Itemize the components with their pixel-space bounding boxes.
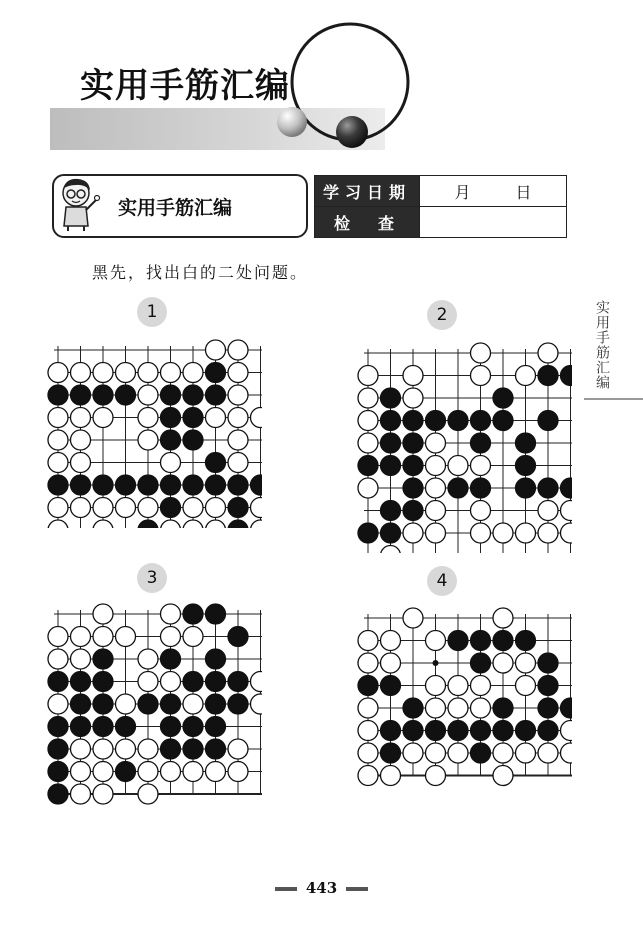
- white-stone: [426, 766, 446, 786]
- page-footer: [0, 878, 643, 897]
- white-stone: [471, 676, 491, 696]
- white-stone: [183, 363, 203, 383]
- white-stone: [161, 604, 181, 624]
- black-stone: [71, 717, 91, 737]
- white-stone: [426, 456, 446, 476]
- white-stone: [138, 784, 158, 804]
- white-stone: [138, 498, 158, 518]
- white-stone: [381, 546, 401, 554]
- white-stone: [138, 672, 158, 692]
- black-stone: [138, 475, 158, 495]
- white-stone: [358, 366, 378, 386]
- black-stone: [228, 498, 248, 518]
- white-stone: [48, 627, 68, 647]
- black-stone: [206, 475, 226, 495]
- white-stone: [71, 627, 91, 647]
- white-stone: [71, 739, 91, 759]
- white-stone: [183, 694, 203, 714]
- black-stone: [48, 475, 68, 495]
- black-stone: [161, 385, 181, 405]
- black-stone: [71, 672, 91, 692]
- black-stone: [403, 411, 423, 431]
- black-stone: [183, 604, 203, 624]
- white-stone: [426, 698, 446, 718]
- white-stone: [448, 676, 468, 696]
- white-stone: [493, 523, 513, 543]
- black-stone: [471, 743, 491, 763]
- white-stone: [493, 743, 513, 763]
- white-stone: [228, 430, 248, 450]
- go-board-3[interactable]: [46, 602, 262, 814]
- black-stone: [206, 739, 226, 759]
- black-stone: [48, 762, 68, 782]
- black-stone: [71, 475, 91, 495]
- black-stone: [403, 478, 423, 498]
- black-stone: [228, 475, 248, 495]
- black-stone: [93, 694, 113, 714]
- black-stone: [381, 501, 401, 521]
- white-stone: [251, 520, 263, 528]
- white-stone: [183, 498, 203, 518]
- white-stone: [48, 520, 68, 528]
- black-stone: [206, 363, 226, 383]
- white-stone: [161, 762, 181, 782]
- black-stone: [116, 717, 136, 737]
- white-stone: [358, 388, 378, 408]
- white-stone: [448, 456, 468, 476]
- problem-number: 2: [427, 300, 457, 330]
- black-stone: [403, 698, 423, 718]
- black-stone: [93, 672, 113, 692]
- black-stone: [403, 501, 423, 521]
- black-stone: [448, 478, 468, 498]
- black-stone: [93, 385, 113, 405]
- white-stone: [183, 627, 203, 647]
- white-stone: [93, 604, 113, 624]
- side-divider: [584, 398, 643, 400]
- white-stone: [426, 676, 446, 696]
- black-stone: [71, 385, 91, 405]
- white-stone: [426, 478, 446, 498]
- white-stone: [161, 363, 181, 383]
- white-stone: [228, 453, 248, 473]
- black-stone: [206, 385, 226, 405]
- black-stone: [516, 433, 536, 453]
- black-stone: [448, 721, 468, 741]
- black-stone: [471, 721, 491, 741]
- white-stone: [48, 363, 68, 383]
- go-board-2[interactable]: [356, 341, 572, 553]
- black-stone: [183, 475, 203, 495]
- black-stone: [538, 411, 558, 431]
- white-stone: [228, 762, 248, 782]
- black-stone: [516, 456, 536, 476]
- check-field[interactable]: [420, 207, 567, 238]
- white-stone: [138, 363, 158, 383]
- black-stone: [381, 388, 401, 408]
- white-stone: [381, 653, 401, 673]
- white-stone: [206, 762, 226, 782]
- white-stone: [561, 523, 573, 543]
- white-stone: [358, 766, 378, 786]
- black-stone: [48, 717, 68, 737]
- black-stone: [561, 478, 573, 498]
- white-stone: [71, 498, 91, 518]
- white-stone: [138, 762, 158, 782]
- black-stone: [561, 698, 573, 718]
- white-stone: [561, 743, 573, 763]
- black-stone: [538, 721, 558, 741]
- black-stone: [561, 366, 573, 386]
- white-stone: [93, 627, 113, 647]
- black-stone: [358, 676, 378, 696]
- black-stone: [183, 672, 203, 692]
- black-stone: [493, 721, 513, 741]
- white-stone: [471, 698, 491, 718]
- black-stone: [161, 649, 181, 669]
- footer-bar-left: [275, 887, 297, 891]
- white-stone: [538, 501, 558, 521]
- white-stone: [138, 408, 158, 428]
- white-stone: [161, 453, 181, 473]
- black-stone: [116, 385, 136, 405]
- black-stone: [381, 743, 401, 763]
- study-record-table: [314, 175, 567, 238]
- white-stone: [206, 340, 226, 360]
- black-stone: [183, 385, 203, 405]
- black-stone: [493, 411, 513, 431]
- white-stone: [93, 520, 113, 528]
- black-stone: [403, 456, 423, 476]
- black-stone: [516, 631, 536, 651]
- white-stone: [251, 694, 263, 714]
- black-stone: [183, 739, 203, 759]
- white-stone: [448, 743, 468, 763]
- white-stone: [48, 408, 68, 428]
- white-stone: [161, 672, 181, 692]
- black-stone: [228, 694, 248, 714]
- white-stone: [116, 363, 136, 383]
- white-stone: [228, 363, 248, 383]
- white-stone: [71, 430, 91, 450]
- white-stone: [358, 721, 378, 741]
- black-stone: [381, 721, 401, 741]
- white-stone: [251, 498, 263, 518]
- white-stone: [93, 784, 113, 804]
- go-board-4[interactable]: [356, 606, 572, 804]
- white-stone: [538, 743, 558, 763]
- white-stone: [493, 608, 513, 628]
- problem-number: 4: [427, 566, 457, 596]
- black-stone: [471, 653, 491, 673]
- white-stone: [48, 649, 68, 669]
- black-stone: [93, 717, 113, 737]
- white-stone: [426, 523, 446, 543]
- white-stone: [516, 676, 536, 696]
- black-stone: [381, 456, 401, 476]
- black-stone: [116, 762, 136, 782]
- lesson-label-text: 实用手筋汇编: [118, 197, 233, 219]
- white-stone: [206, 520, 226, 528]
- star-point: [433, 660, 439, 666]
- black-stone: [381, 523, 401, 543]
- white-stone: [381, 766, 401, 786]
- white-stone: [71, 453, 91, 473]
- day-label: 日: [515, 182, 532, 202]
- black-stone: [381, 676, 401, 696]
- black-stone: [161, 498, 181, 518]
- black-stone: [426, 721, 446, 741]
- white-stone: [403, 743, 423, 763]
- white-stone: [358, 478, 378, 498]
- white-stone: [538, 343, 558, 363]
- check-label: 检 查: [315, 207, 420, 238]
- black-stone: [493, 698, 513, 718]
- black-stone: [116, 475, 136, 495]
- black-stone: [228, 520, 248, 528]
- white-stone: [471, 343, 491, 363]
- white-stone: [138, 385, 158, 405]
- black-stone: [206, 453, 226, 473]
- black-stone: [538, 698, 558, 718]
- white-stone: [426, 501, 446, 521]
- white-stone: [381, 631, 401, 651]
- black-stone: [471, 478, 491, 498]
- black-stone: [516, 721, 536, 741]
- black-stone: [516, 478, 536, 498]
- white-stone: [138, 430, 158, 450]
- black-stone: [206, 717, 226, 737]
- problem-number: 1: [137, 297, 167, 327]
- white-stone: [516, 366, 536, 386]
- white-stone: [358, 743, 378, 763]
- white-stone: [71, 649, 91, 669]
- black-stone: [161, 475, 181, 495]
- white-stone: [493, 653, 513, 673]
- white-stone: [161, 520, 181, 528]
- black-stone: [48, 672, 68, 692]
- chapter-side-label: 实用手筋汇编: [594, 300, 610, 390]
- white-stone: [48, 498, 68, 518]
- black-stone: [358, 456, 378, 476]
- black-stone: [71, 694, 91, 714]
- white-stone: [206, 498, 226, 518]
- black-stone: [448, 411, 468, 431]
- black-stone: [161, 694, 181, 714]
- white-stone: [471, 366, 491, 386]
- white-stone: [358, 698, 378, 718]
- black-stone: [183, 717, 203, 737]
- black-stone: [48, 739, 68, 759]
- go-board-1[interactable]: [46, 338, 262, 528]
- page-title: 实用手筋汇编: [80, 66, 290, 106]
- black-stone: [448, 631, 468, 651]
- black-stone: [403, 433, 423, 453]
- black-stone: [493, 388, 513, 408]
- white-stone: [206, 408, 226, 428]
- white-stone: [471, 523, 491, 543]
- black-stone: [206, 694, 226, 714]
- black-stone: [93, 649, 113, 669]
- black-stone: [206, 649, 226, 669]
- white-stone: [538, 523, 558, 543]
- black-stone: [161, 717, 181, 737]
- white-stone: [228, 385, 248, 405]
- black-stone: [228, 627, 248, 647]
- white-stone: [403, 388, 423, 408]
- black-stone: [206, 604, 226, 624]
- white-stone: [93, 762, 113, 782]
- study-date-label: 学习日期: [315, 176, 420, 207]
- black-stone: [48, 385, 68, 405]
- black-stone: [538, 676, 558, 696]
- white-stone: [138, 649, 158, 669]
- black-stone: [471, 631, 491, 651]
- white-stone: [358, 653, 378, 673]
- instruction-text: 黑先，找出白的二处问题。: [92, 263, 309, 282]
- white-stone: [138, 739, 158, 759]
- white-stone: [471, 501, 491, 521]
- white-stone: [48, 453, 68, 473]
- black-stone: [471, 433, 491, 453]
- black-stone: [251, 475, 263, 495]
- problem-number: 3: [137, 563, 167, 593]
- white-sphere-icon: [277, 107, 307, 137]
- white-stone: [426, 631, 446, 651]
- white-stone: [116, 627, 136, 647]
- black-sphere-icon: [336, 116, 368, 148]
- white-stone: [71, 408, 91, 428]
- white-stone: [116, 498, 136, 518]
- white-stone: [516, 653, 536, 673]
- white-stone: [228, 408, 248, 428]
- black-stone: [538, 478, 558, 498]
- white-stone: [251, 672, 263, 692]
- black-stone: [48, 784, 68, 804]
- circle-ornament: [270, 10, 420, 160]
- white-stone: [403, 523, 423, 543]
- black-stone: [161, 408, 181, 428]
- white-stone: [93, 408, 113, 428]
- study-date-field[interactable]: [420, 176, 567, 207]
- white-stone: [448, 698, 468, 718]
- white-stone: [358, 433, 378, 453]
- white-stone: [93, 363, 113, 383]
- kid-mascot-icon: [56, 176, 102, 232]
- white-stone: [183, 762, 203, 782]
- black-stone: [161, 430, 181, 450]
- black-stone: [381, 433, 401, 453]
- white-stone: [71, 784, 91, 804]
- footer-bar-right: [346, 887, 368, 891]
- white-stone: [493, 766, 513, 786]
- white-stone: [426, 743, 446, 763]
- white-stone: [116, 739, 136, 759]
- white-stone: [358, 411, 378, 431]
- black-stone: [93, 475, 113, 495]
- black-stone: [138, 694, 158, 714]
- black-stone: [538, 653, 558, 673]
- black-stone: [403, 721, 423, 741]
- black-stone: [493, 631, 513, 651]
- black-stone: [161, 739, 181, 759]
- white-stone: [116, 694, 136, 714]
- white-stone: [48, 430, 68, 450]
- black-stone: [358, 523, 378, 543]
- white-stone: [71, 762, 91, 782]
- black-stone: [228, 672, 248, 692]
- black-stone: [138, 520, 158, 528]
- black-stone: [183, 408, 203, 428]
- white-stone: [161, 627, 181, 647]
- black-stone: [538, 366, 558, 386]
- white-stone: [358, 631, 378, 651]
- white-stone: [561, 501, 573, 521]
- white-stone: [71, 363, 91, 383]
- white-stone: [516, 743, 536, 763]
- black-stone: [206, 672, 226, 692]
- white-stone: [228, 739, 248, 759]
- white-stone: [516, 523, 536, 543]
- black-stone: [426, 411, 446, 431]
- white-stone: [426, 433, 446, 453]
- white-stone: [228, 340, 248, 360]
- white-stone: [183, 520, 203, 528]
- white-stone: [403, 366, 423, 386]
- black-stone: [183, 430, 203, 450]
- white-stone: [93, 739, 113, 759]
- month-label: 月: [454, 182, 471, 202]
- black-stone: [471, 411, 491, 431]
- white-stone: [48, 694, 68, 714]
- page-number: 443: [305, 879, 338, 897]
- black-stone: [381, 411, 401, 431]
- white-stone: [471, 456, 491, 476]
- white-stone: [93, 498, 113, 518]
- white-stone: [251, 408, 263, 428]
- white-stone: [561, 721, 573, 741]
- white-stone: [403, 608, 423, 628]
